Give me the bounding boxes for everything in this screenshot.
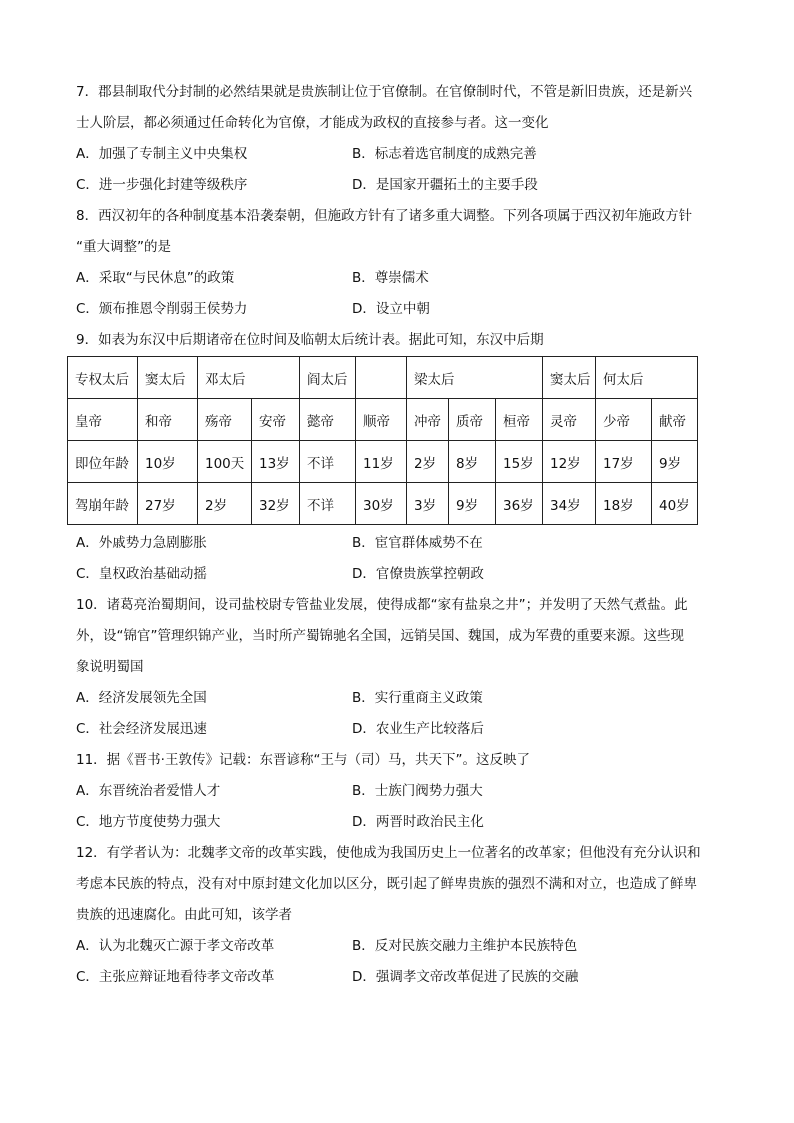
emperor-cell: 冲帝 xyxy=(407,399,449,441)
death-age-cell: 3岁 xyxy=(407,483,449,525)
empress-cell: 窦太后 xyxy=(543,357,596,399)
q10-option-d[interactable]: D．农业生产比较落后 xyxy=(352,721,484,737)
accession-age-cell: 10岁 xyxy=(138,441,198,483)
emperor-cell: 少帝 xyxy=(596,399,652,441)
empress-cell: 邓太后 xyxy=(198,357,300,399)
row-header-accession-age: 即位年龄 xyxy=(68,441,138,483)
table-row-empress xyxy=(68,357,698,399)
q11-stem-line1: 11．据《晋书·王敦传》记载：东晋谚称“王与（司）马，共天下”。这反映了 xyxy=(76,752,530,768)
q10-option-c[interactable]: C．社会经济发展迅速 xyxy=(76,721,207,737)
table-row-death-age xyxy=(68,483,698,525)
q8-option-c[interactable]: C．颁布推恩令削弱王侯势力 xyxy=(76,301,248,317)
q9-option-a[interactable]: A．外戚势力急剧膨胀 xyxy=(76,535,207,551)
accession-age-cell: 2岁 xyxy=(407,441,449,483)
q11-option-d[interactable]: D．两晋时政治民主化 xyxy=(352,814,484,830)
q8-option-d[interactable]: D．设立中朝 xyxy=(352,301,430,317)
death-age-cell: 9岁 xyxy=(449,483,496,525)
q10-stem-line3: 象说明蜀国 xyxy=(76,659,144,675)
q9-option-b[interactable]: B．宦官群体威势不在 xyxy=(352,535,483,551)
q11-option-a[interactable]: A．东晋统治者爱惜人才 xyxy=(76,783,221,799)
accession-age-cell: 15岁 xyxy=(496,441,543,483)
q12-stem-line1: 12．有学者认为：北魏孝文帝的改革实践，使他成为我国历史上一位著名的改革家；但他没有充分认识和 xyxy=(76,845,701,861)
q7-option-d[interactable]: D．是国家开疆拓土的主要手段 xyxy=(352,177,538,193)
q12-option-c[interactable]: C．主张应辩证地看待孝文帝改革 xyxy=(76,969,275,985)
emperor-cell: 灵帝 xyxy=(543,399,596,441)
accession-age-cell: 100天 xyxy=(198,441,252,483)
death-age-cell: 34岁 xyxy=(543,483,596,525)
q9-stem-line1: 9．如表为东汉中后期诸帝在位时间及临朝太后统计表。据此可知，东汉中后期 xyxy=(76,332,544,348)
q8-stem-line1: 8．西汉初年的各种制度基本沿袭秦朝，但施政方针有了诸多重大调整。下列各项属于西汉初年施政方针 xyxy=(76,208,693,224)
emperor-cell: 懿帝 xyxy=(300,399,356,441)
accession-age-cell: 17岁 xyxy=(596,441,652,483)
q7-option-a[interactable]: A．加强了专制主义中央集权 xyxy=(76,146,248,162)
emperor-cell: 安帝 xyxy=(252,399,300,441)
death-age-cell: 2岁 xyxy=(198,483,252,525)
row-header-death-age: 驾崩年龄 xyxy=(68,483,138,525)
empress-cell: 阎太后 xyxy=(300,357,356,399)
q12-option-b[interactable]: B．反对民族交融力主维护本民族特色 xyxy=(352,938,578,954)
death-age-cell: 32岁 xyxy=(252,483,300,525)
q9-option-d[interactable]: D．官僚贵族掌控朝政 xyxy=(352,566,484,582)
emperor-cell: 和帝 xyxy=(138,399,198,441)
q10-stem-line1: 10．诸葛亮治蜀期间，设司盐校尉专管盐业发展，使得成都“家有盐泉之井”；并发明了天然气煮盐。此 xyxy=(76,597,688,613)
death-age-cell: 18岁 xyxy=(596,483,652,525)
q7-option-c[interactable]: C．进一步强化封建等级秩序 xyxy=(76,177,248,193)
q7-stem-line1: 7．郡县制取代分封制的必然结果就是贵族制让位于官僚制。在官僚制时代，不管是新旧贵族，还是新兴 xyxy=(76,84,693,100)
q12-stem-line2: 考虑本民族的特点，没有对中原封建文化加以区分，既引起了鲜卑贵族的强烈不满和对立，也造成了鲜卑 xyxy=(76,876,697,892)
empress-cell: 窦太后 xyxy=(138,357,198,399)
q8-stem-line2: “重大调整”的是 xyxy=(76,239,171,255)
accession-age-cell: 8岁 xyxy=(449,441,496,483)
death-age-cell: 不详 xyxy=(300,483,356,525)
accession-age-cell: 不详 xyxy=(300,441,356,483)
accession-age-cell: 11岁 xyxy=(356,441,407,483)
death-age-cell: 30岁 xyxy=(356,483,407,525)
q10-stem-line2: 外，设“锦官”管理织锦产业，当时所产蜀锦驰名全国，远销吴国、魏国，成为军费的重要来源。这些现 xyxy=(76,628,684,644)
empress-cell: 何太后 xyxy=(596,357,698,399)
emperor-cell: 献帝 xyxy=(652,399,698,441)
death-age-cell: 40岁 xyxy=(652,483,698,525)
q9-option-c[interactable]: C．皇权政治基础动摇 xyxy=(76,566,207,582)
accession-age-cell: 12岁 xyxy=(543,441,596,483)
emperor-cell: 桓帝 xyxy=(496,399,543,441)
q12-option-a[interactable]: A．认为北魏灭亡源于孝文帝改革 xyxy=(76,938,275,954)
accession-age-cell: 13岁 xyxy=(252,441,300,483)
emperor-cell: 殇帝 xyxy=(198,399,252,441)
q11-option-b[interactable]: B．士族门阀势力强大 xyxy=(352,783,483,799)
death-age-cell: 36岁 xyxy=(496,483,543,525)
q12-stem-line3: 贵族的迅速腐化。由此可知，该学者 xyxy=(76,907,292,923)
row-header-empress: 专权太后 xyxy=(68,357,138,399)
emperor-cell: 质帝 xyxy=(449,399,496,441)
empress-cell xyxy=(356,357,407,399)
q7-option-b[interactable]: B．标志着选官制度的成熟完善 xyxy=(352,146,537,162)
q8-option-a[interactable]: A．采取“与民休息”的政策 xyxy=(76,270,235,286)
q8-option-b[interactable]: B．尊崇儒术 xyxy=(352,270,429,286)
accession-age-cell: 9岁 xyxy=(652,441,698,483)
q12-option-d[interactable]: D．强调孝文帝改革促进了民族的交融 xyxy=(352,969,579,985)
emperor-age-table xyxy=(67,356,698,525)
q7-stem-line2: 士人阶层，都必须通过任命转化为官僚，才能成为政权的直接参与者。这一变化 xyxy=(76,115,549,131)
emperor-cell: 顺帝 xyxy=(356,399,407,441)
row-header-emperor: 皇帝 xyxy=(68,399,138,441)
death-age-cell: 27岁 xyxy=(138,483,198,525)
q11-option-c[interactable]: C．地方节度使势力强大 xyxy=(76,814,221,830)
q10-option-a[interactable]: A．经济发展领先全国 xyxy=(76,690,207,706)
q10-option-b[interactable]: B．实行重商主义政策 xyxy=(352,690,483,706)
table-row-emperor xyxy=(68,399,698,441)
empress-cell: 梁太后 xyxy=(407,357,543,399)
table-row-accession-age xyxy=(68,441,698,483)
